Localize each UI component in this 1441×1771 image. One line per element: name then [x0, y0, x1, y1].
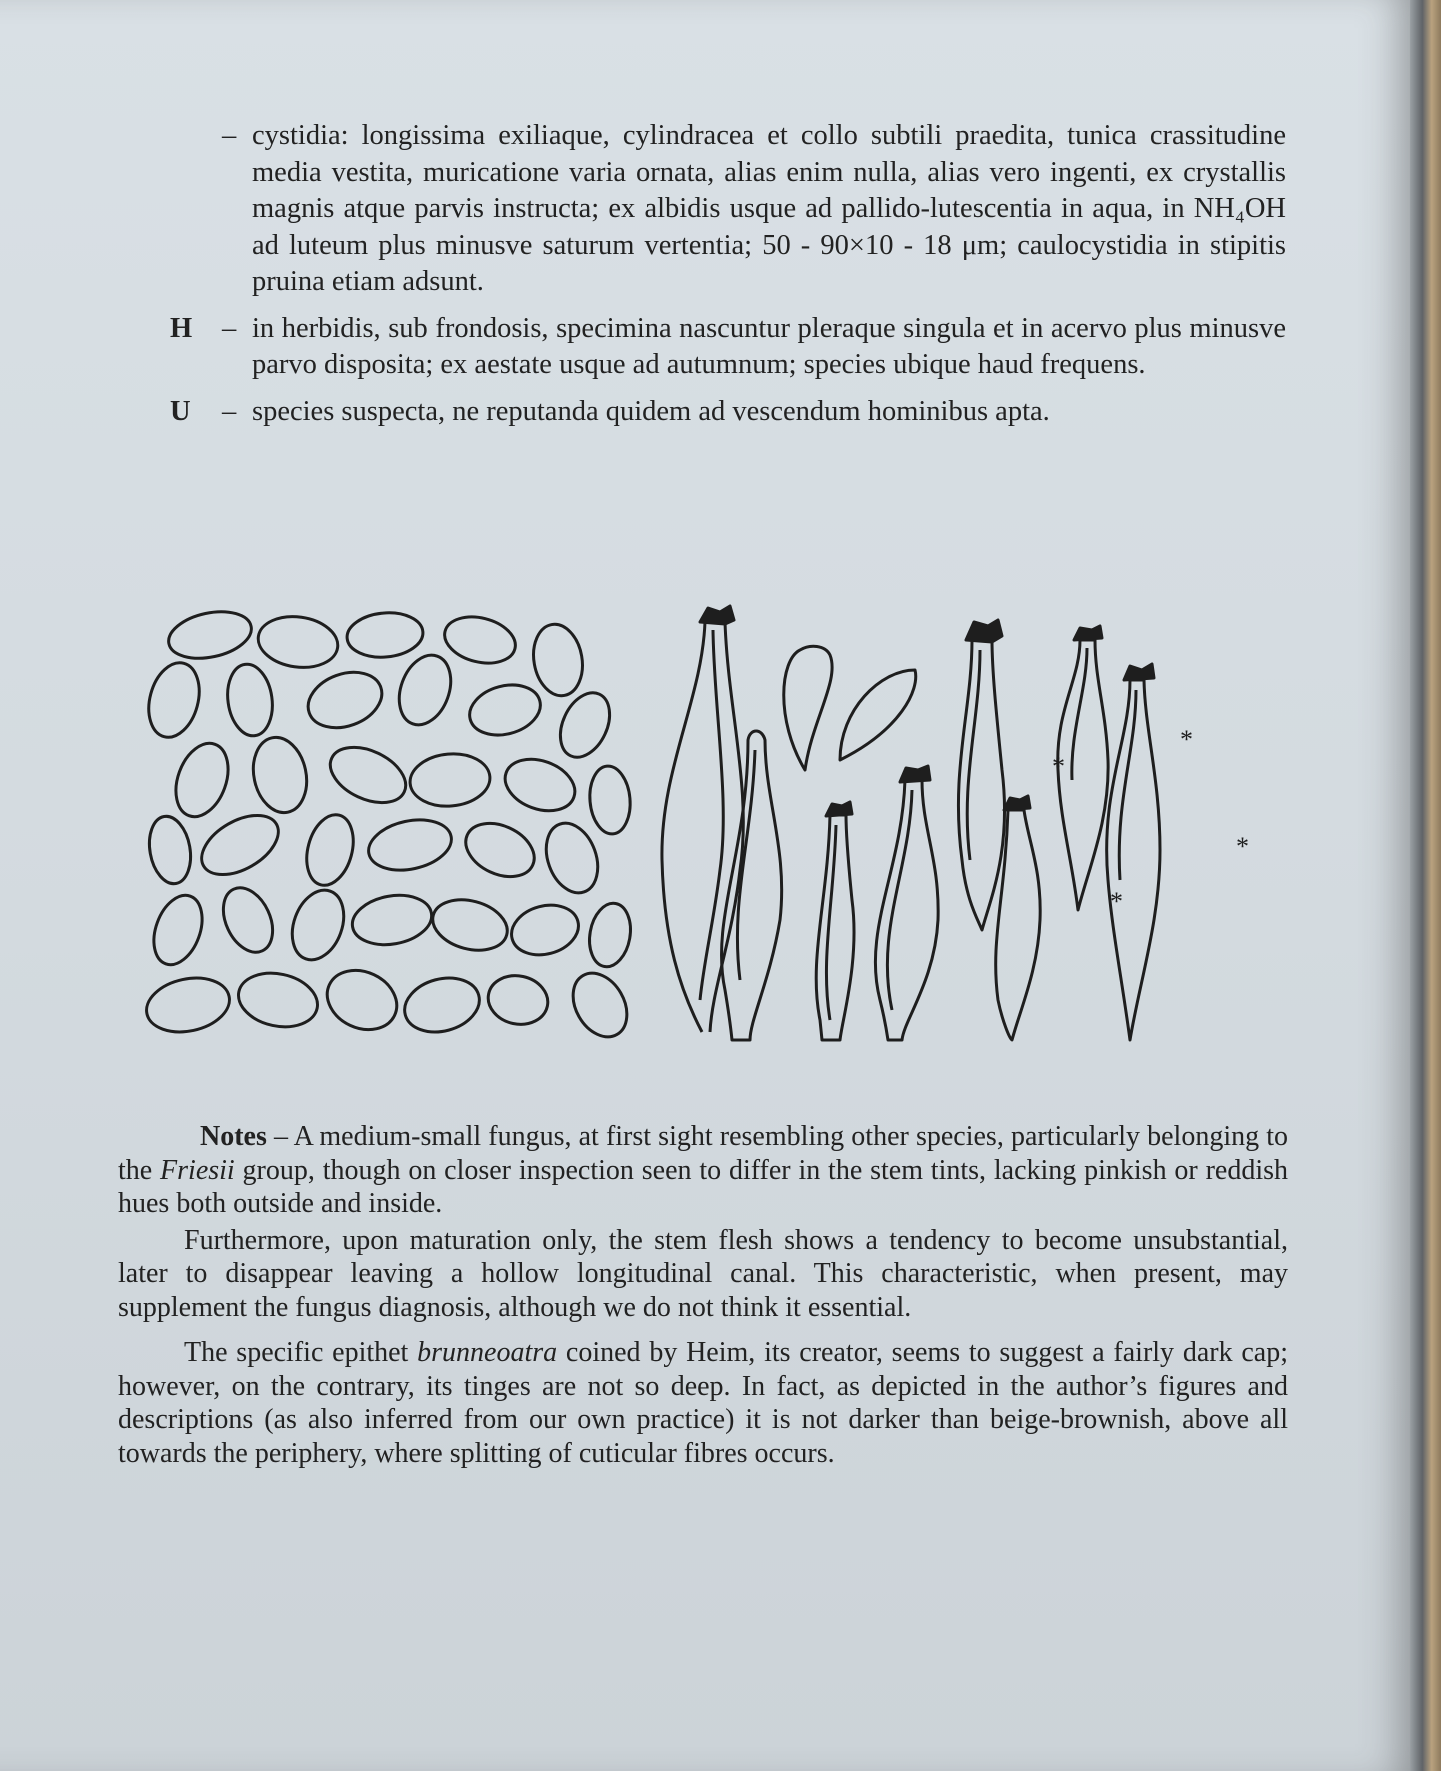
spore [164, 605, 255, 666]
crystal-cap [1004, 796, 1030, 810]
spore [484, 970, 553, 1029]
spore [585, 900, 636, 970]
asterisk-marker: * [1236, 832, 1249, 861]
usage-entry [170, 394, 1286, 431]
species-epithet: brunneoatra [417, 1337, 558, 1368]
spore [408, 751, 492, 810]
notes-text: coined by Heim, its creator, seems to suggest a fairly dark cap; however, on the contrary, its tinges are not so deep. In fact, as depicted in the author’s figures and descriptions (as also inferred from our own practice) it is not darker than beige-brownish, above all towards the periphery, where splitting of cuticular fibres occurs. [118, 1337, 1288, 1469]
cystidia-entry [222, 118, 1286, 301]
spore [255, 612, 341, 673]
cystidia-text: cystidia: longissima exiliaque, cylindracea et collo subtili praedita, tunica crassitudine media vestita, muricatione varia ornata, alias enim nulla, alias vero ingenti, ex crystallis magnis atque parvis instructa; ex albidis usque ad pallido-lutescentia in aqua, in NH₄OH ad luteum plus minusve saturum vertentia; 50 - 90×10 - 18 μm; caulocystidia in stipitis pruina etiam adsunt. [252, 120, 1286, 297]
spore [223, 661, 277, 738]
microscopy-figure [140, 600, 1300, 1070]
notes-text: Furthermore, upon maturation only, the stem flesh shows a tendency to become unsubstantial, later to disappear leaving a hollow longitudinal canal. This characteristic, when present, may supplement the fungus diagnosis, although we do not think it essential. [118, 1224, 1288, 1323]
habitat-key: H [170, 312, 193, 344]
spores-drawing [141, 605, 638, 1047]
asterisk-marker: * [1110, 887, 1123, 916]
usage-key: U [170, 395, 191, 427]
spore [144, 813, 195, 887]
spore [498, 750, 582, 820]
spore [587, 764, 633, 835]
spore [141, 657, 207, 743]
cystidia-drawing [662, 606, 1160, 1040]
notes-label: Notes [200, 1121, 267, 1152]
notes-text: The specific epithet [184, 1337, 418, 1368]
notes-text: – A medium-small fungus, at first sight resembling other species, particularly belonging to the [118, 1121, 1289, 1186]
basidium [784, 646, 832, 770]
spore [322, 736, 415, 813]
habitat-entry [170, 311, 1286, 384]
spore [283, 883, 353, 967]
asterisk-marker: * [1052, 752, 1065, 781]
cystidium [875, 780, 938, 1040]
crystal-cap [700, 606, 734, 624]
basidium [840, 670, 916, 760]
spore [348, 889, 435, 950]
notes-section [118, 1120, 1288, 1470]
entry-dash: – [222, 395, 237, 427]
cystidium [958, 640, 1004, 930]
notes-text: group, though on closer inspection seen to differ in the stem tints, lacking pinkish or reddish hues both outside and inside. [118, 1154, 1288, 1219]
spore [537, 816, 607, 900]
cystidium [721, 731, 781, 1040]
notes-paragraph-1 [118, 1120, 1288, 1221]
spore [145, 889, 211, 972]
spore [299, 810, 360, 891]
crystal-cap [900, 766, 930, 782]
notes-paragraph-3 [118, 1336, 1288, 1470]
spore [506, 898, 584, 962]
usage-text: species suspecta, ne reputanda quidem ad vescendum hominibus apta. [252, 395, 1050, 427]
spore [247, 732, 314, 817]
crystal-cap [826, 802, 852, 816]
book-page-edge [1410, 0, 1441, 1771]
crystal-cap [1074, 626, 1102, 640]
spore [214, 880, 283, 960]
spore [233, 966, 322, 1033]
entry-dash: – [222, 312, 237, 344]
entry-dash: – [222, 120, 237, 151]
spore [399, 970, 486, 1040]
spore [300, 663, 389, 738]
spore [562, 964, 638, 1047]
spore [142, 971, 235, 1039]
spore [166, 736, 237, 824]
group-name: Friesii [160, 1154, 235, 1186]
spore [457, 813, 543, 887]
cystidium-inner-wall [1072, 648, 1087, 780]
crystal-cap [1124, 664, 1154, 680]
spore [440, 610, 521, 670]
crystal-cap [966, 620, 1002, 642]
spore [318, 959, 407, 1040]
latin-description [170, 118, 1286, 430]
spore [464, 678, 546, 743]
spore [192, 803, 289, 887]
spore [528, 620, 588, 699]
spore [345, 610, 425, 660]
notes-paragraph-2 [118, 1224, 1288, 1325]
cystidium [662, 622, 743, 1032]
spore [427, 892, 513, 958]
asterisk-marker: * [1180, 725, 1193, 754]
habitat-text: in herbidis, sub frondosis, specimina nascuntur pleraque singula et in acervo plus minusve parvo disposita; ex aestate usque ad autumnum; species ubique haud frequens. [252, 312, 1286, 380]
spore [390, 648, 460, 732]
spore [364, 813, 456, 877]
